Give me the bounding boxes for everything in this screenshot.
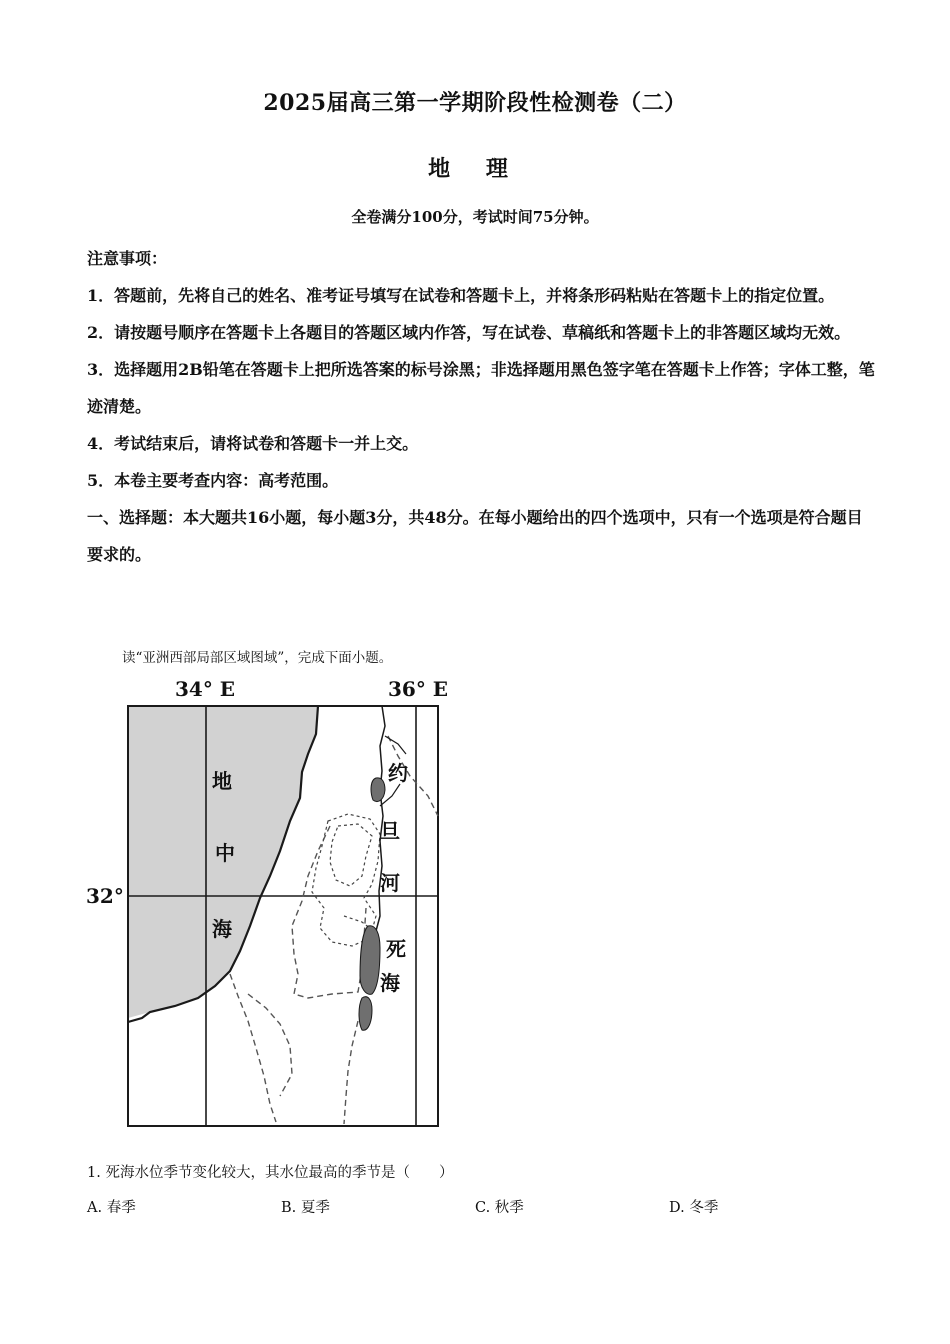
note-item: 1．答题前，先将自己的姓名、准考证号填写在试卷和答题卡上，并将条形码粘贴在答题卡上的指定位置。 [87,286,835,305]
dead-sea-south [359,997,372,1031]
river-label-char: 河 [380,871,400,895]
notes-heading: 注意事项： [87,249,168,268]
latitude-label-32: 32° [86,884,124,908]
sea-label-char: 中 [215,841,235,865]
dead-sea-label-char: 海 [380,971,400,995]
exam-title: 2025届高三第一学期阶段性检测卷（二） [263,90,687,116]
river-label-char: 旦 [380,819,400,843]
map-intro: 读“亚洲西部局部区域图域”，完成下面小题。 [122,650,393,666]
option-c: C. 秋季 [475,1200,524,1216]
exam-notes [87,240,877,573]
option-b: B. 夏季 [281,1200,330,1216]
score-time-info: 全卷满分100分，考试时间75分钟。 [351,208,599,226]
longitude-label-34e: 34° E [175,677,236,701]
border-line [230,974,276,1122]
question-stem: 1. 死海水位季节变化较大，其水位最高的季节是（ ） [87,1165,454,1181]
west-bank-boundary-inner [330,824,372,886]
note-item: 2．请按题号顺序在答题卡上各题目的答题区域内作答，写在试卷、草稿纸和答题卡上的非答题区域均无效。 [87,323,851,342]
dead-sea [360,926,380,995]
sea-label-char: 海 [212,917,232,941]
note-item: 5．本卷主要考查内容：高考范围。 [87,471,339,490]
section-instruction: 一、选择题：本大题共16小题，每小题3分，共48分。在每小题给出的四个选项中，只有一个选项是符合题目要求的。 [87,508,863,564]
note-item: 3．选择题用2B铅笔在答题卡上把所选答案的标号涂黑；非选择题用黑色签字笔在答题卡上作答；字体工整，笔迹清楚。 [87,360,875,416]
border-line [292,826,366,998]
subject-title: 地 理 [428,156,522,182]
dead-sea-label-char: 死 [386,937,406,961]
sea-label-char: 地 [212,769,232,793]
tributary [385,736,406,754]
river-label-char: 约 [388,761,408,785]
note-item: 4．考试结束后，请将试卷和答题卡一并上交。 [87,434,419,453]
option-d: D. 冬季 [669,1200,719,1216]
west-asia-map [80,676,460,1136]
longitude-label-36e: 36° E [388,677,449,701]
option-a: A. 春季 [87,1200,136,1216]
border-line [344,1021,358,1124]
sea-of-galilee [371,778,385,802]
